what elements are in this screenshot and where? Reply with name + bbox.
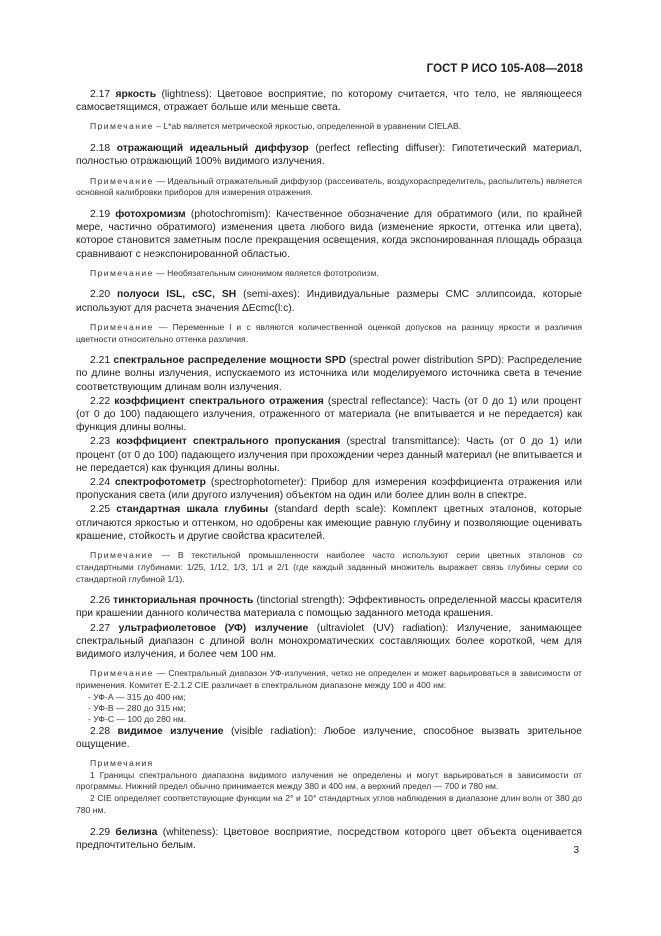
term-text: (visible radiation): Любое излучение, способное вызвать зрительное ощущение. [76,725,582,750]
note [76,550,582,585]
term-name: полуоси ISL, cSC, SH [116,289,237,301]
note-label: Примечание [90,121,154,132]
spacer [76,133,582,142]
list-item: - УФ-В — 280 до 315 нм; [88,702,186,713]
term-name: фотохромизм [115,208,186,220]
page-number: 3 [573,845,579,856]
note-label: Примечание [90,668,154,679]
term-text: (tinctorial strength): Эффективность определенной массы красителя при крашении данного количества материала с помощью заданного метода крашения. [76,595,582,620]
note-text: – L*ab является метрической яркостью, определенной в уравнении CIELAB. [153,121,462,132]
note-text: — Спектральный диапазон УФ-излучения, четко не определен и может варьироваться в зависимости от применения. Комитет Е-2.1.2 CIE различает в спектральном диапазоне между 100 и 400 нм: [76,668,582,690]
list-item: - УФ-С — 100 до 280 нм. [88,713,187,724]
spacer [76,345,582,354]
term-definition [76,826,582,852]
spacer [76,279,582,288]
term-definition [76,622,582,662]
spacer [76,817,582,826]
term-number: 2.29 [90,826,116,838]
numbered-note: 1 Границы спектрального диапазона видимого излучения не определены и могут варьироваться в зависимости от программы. Нижний предел обычно принимается между 380 и 400 нм, а верхний предел — 700 и 780 нм. [76,769,582,792]
notes-label: Примечания [90,758,154,769]
note [76,121,582,133]
term-text: (semi-axes): Индивидуальные размеры CMC эллипсоида, которые используют для расчета значения ΔEcmc(l:c). [76,289,583,314]
term-definition [76,142,582,168]
list-item: - УФ-А — 315 до 400 нм; [88,691,186,702]
term-name: спектральное распределение мощности SPD [113,355,347,367]
term-number: 2.21 [90,355,114,367]
term-definition [76,288,582,314]
term-text: (ultraviolet (UV) radiation): Излучение, занимающее спектральный диапазон с длиной волн монохроматических составляющих более короткой, чем для видимого излучения, и более чем 100 нм. [76,622,582,661]
term-number: 2.17 [90,89,116,100]
numbered-note: 2 CIE определяет соответствующие функции на 2° и 10° стандартных углов наблюдения в диапазоне длин волн от 380 до 780 нм. [76,793,582,815]
term-number: 2.22 [90,395,115,407]
term-name: белизна [115,826,158,838]
term-name: коэффициент спектрального отражения [114,395,324,407]
term-definition [76,208,582,261]
document-body [76,88,582,853]
term-text: (lightness): Цветовое восприятие, по которому считается, что тело, не являющееся самосветящимся, отражает больше или меньше света. [76,89,583,114]
note-text: — Необязательным синонимом является фототропизм. [153,267,379,278]
notes-heading [76,758,582,770]
note-label: Примечание [90,321,154,332]
note-text: — Идеальный отражательный диффузор (рассеиватель, воздухораспределитель, распылитель) является основной калибровки приборов для измерения отражения. [76,175,582,198]
term-definition [76,503,582,543]
note-label: Примечание [90,267,154,278]
term-name: яркость [115,89,157,100]
term-text: (standard depth scale): Комплект цветных эталонов, которые отличаются яркостью и оттенком, но одобрены как имеющие равную глубину и позволяющие оценивать крашение, стойкость и другие свойства красителей. [76,504,583,542]
term-name: ультрафиолетовое (УФ) излучение [118,622,309,634]
term-number: 2.25 [90,504,117,516]
term-number: 2.19 [90,208,116,220]
term-number: 2.27 [90,622,119,634]
term-name: тинкториальная прочность [113,595,254,607]
term-text: (spectral transmittance): Часть (от 0 до 1) или процент (от 0 до 100) падающего излучения при прохождении через данный материал (не впитывается и не передается) как функция длины волны. [76,436,582,474]
term-definition [76,725,582,751]
note-text: — В текстильной промышленности наиболее часто используют серии цветных эталонов со стандартными глубинами: 1/25, 1/12, 1/3, 1/1 и 2/1 (где каждый заданный множитель выражает связь глубины серии со стандартной глубиной 1/1). [76,550,582,584]
term-name: отражающий идеальный диффузор [116,143,309,155]
note [76,322,582,345]
term-name: стандартная шкала глубины [116,504,269,516]
term-text: (photochromism): Качественное обозначение для обратимого (или, по крайней мере, частично обратимого) изменения цвета любого вида (изменение яркости, оттенка или цвета), которое становится заметным после прекращения освещения, когда экспонированная площадь образца сравнивают с неэкспонированной областью. [76,208,582,260]
term-text: (spectral power distribution SPD): Распределение по длине волны излучения, испускаемого из источника или моделируемого источника света в течение соответствующим длинам волн излучения. [76,355,582,393]
term-number: 2.26 [90,595,114,607]
term-text: (whiteness): Цветовое восприятие, посредством которого цвет объекта оценивается предпочтительно белым. [76,826,582,851]
note [76,176,582,199]
note [76,668,582,691]
term-name: видимое излучение [117,725,224,737]
term-number: 2.18 [90,143,117,155]
note-label: Примечание [90,175,154,186]
term-text: (perfect reflecting diffuser): Гипотетический материал, полностью отражающий 100% видимого излучения. [76,143,582,168]
uv-ranges-list [76,692,582,725]
spacer [76,199,582,208]
term-definition [76,354,582,394]
document-header: ГОСТ Р ИСО 105-А08—2018 [426,63,583,75]
term-name: спектрофотометр [114,477,206,489]
term-definition [76,476,582,502]
term-number: 2.20 [90,289,117,301]
term-text: (spectral reflectance): Часть (от 0 до 1) или процент (от 0 до 100) падающего излучения, отраженного от материала (не впитывается и не передается) как функция длины волны. [76,395,583,434]
note [76,268,582,280]
term-number: 2.28 [90,725,118,737]
term-text: (spectrophotometer): Прибор для измерения коэффициента отражения или пропускания света (или другого излучения) объектом на один или более длин волн в спектре. [76,477,582,502]
term-definition [76,88,582,114]
note-text: — Переменные l и c являются количественной оценкой допусков на разницу яркости и различия цветности относительно оттенка различия. [76,321,582,344]
term-definition [76,395,582,435]
term-definition [76,594,582,620]
spacer [76,585,582,594]
term-name: коэффициент спектрального пропускания [116,436,341,448]
term-number: 2.23 [90,436,117,448]
term-number: 2.24 [90,477,115,489]
note-label: Примечание [90,550,154,561]
term-definition [76,435,582,475]
